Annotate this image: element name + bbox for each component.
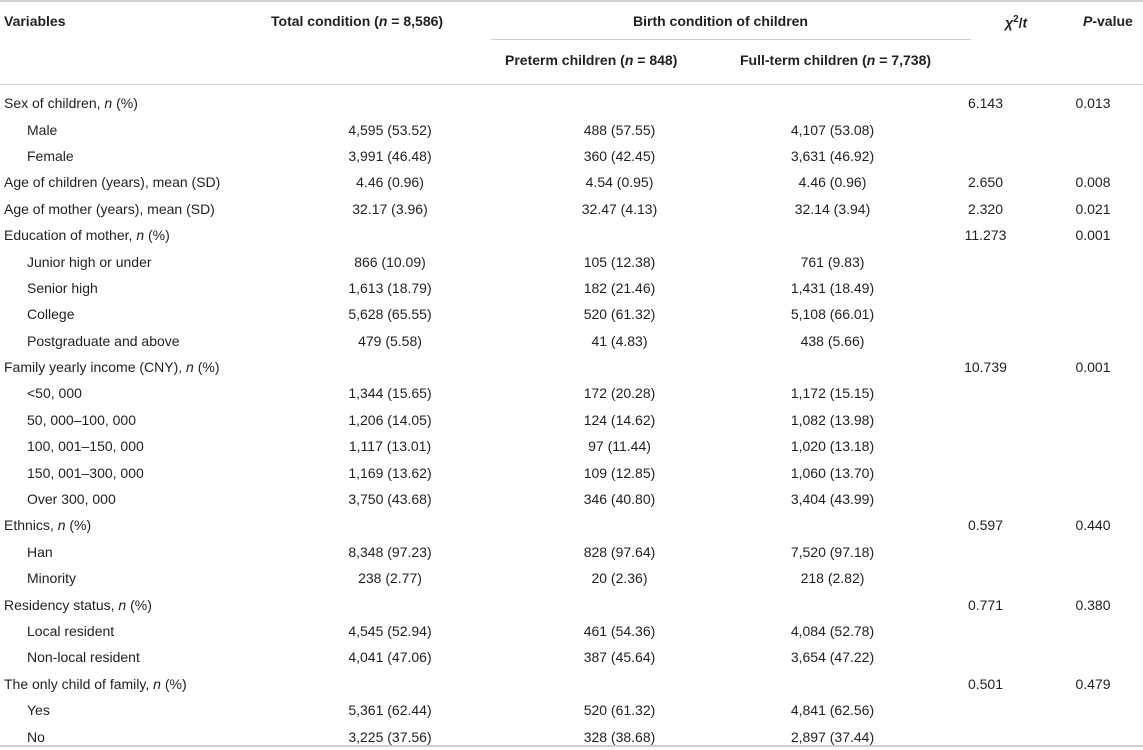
row-label: Education of mother, n (%)	[4, 227, 170, 244]
cell-stat	[932, 565, 1039, 591]
cell-preterm	[506, 671, 733, 697]
cell-stat	[932, 407, 1039, 433]
row-label: 50, 000–100, 000	[27, 411, 136, 428]
table-row	[0, 486, 1143, 512]
cell-pvalue	[1039, 433, 1143, 459]
cell-pvalue	[1039, 248, 1143, 274]
cell-total: 8,348 (97.23)	[348, 543, 432, 560]
cell-pvalue: 0.001	[1075, 359, 1111, 376]
row-label: Male	[27, 121, 58, 138]
cell-total: 5,628 (65.55)	[348, 306, 432, 323]
row-label: 100, 001–150, 000	[27, 438, 144, 455]
table-row	[0, 380, 1143, 406]
cell-preterm: 109 (12.85)	[583, 464, 656, 481]
cell-stat: 0.771	[967, 596, 1004, 613]
cell-fullterm: 2,897 (37.44)	[790, 728, 875, 745]
table-row	[0, 143, 1143, 169]
cell-stat	[932, 328, 1039, 354]
row-label: Age of mother (years), mean (SD)	[4, 200, 215, 217]
cell-pvalue	[1039, 539, 1143, 565]
cell-stat: 2.320	[967, 200, 1004, 217]
header-total: Total condition (n = 8,586)	[271, 13, 444, 29]
cell-stat	[932, 644, 1039, 670]
cell-stat: 6.143	[967, 95, 1004, 112]
row-label: Han	[27, 543, 53, 560]
cell-stat	[932, 459, 1039, 485]
cell-pvalue	[1039, 697, 1143, 723]
row-label: Senior high	[27, 279, 98, 296]
cell-fullterm: 3,631 (46.92)	[790, 147, 875, 164]
table-row	[0, 248, 1143, 274]
cell-fullterm: 1,060 (13.70)	[790, 464, 875, 481]
cell-preterm	[506, 222, 733, 248]
cell-total	[274, 222, 506, 248]
cell-pvalue	[1039, 486, 1143, 512]
row-label: The only child of family, n (%)	[4, 675, 187, 692]
row-label: Ethnics, n (%)	[4, 517, 92, 534]
cell-pvalue	[1039, 380, 1143, 406]
row-label: Family yearly income (CNY), n (%)	[4, 359, 220, 376]
cell-fullterm: 1,020 (13.18)	[790, 438, 875, 455]
table-row	[0, 196, 1143, 222]
cell-pvalue: 0.440	[1075, 517, 1111, 534]
cell-preterm: 461 (54.36)	[583, 623, 656, 639]
table-row	[0, 671, 1143, 697]
cell-preterm: 828 (97.64)	[583, 543, 656, 560]
row-label: Sex of children, n (%)	[4, 95, 138, 112]
table-row	[0, 275, 1143, 301]
row-label: Residency status, n (%)	[4, 596, 152, 613]
cell-preterm	[506, 591, 733, 617]
row-label: Female	[27, 147, 74, 164]
cell-stat	[932, 275, 1039, 301]
cell-total: 4,041 (47.06)	[348, 649, 432, 666]
cell-stat	[932, 539, 1039, 565]
table-row	[0, 433, 1143, 459]
cell-stat: 0.597	[967, 517, 1004, 534]
cell-fullterm	[733, 591, 932, 617]
table-row	[0, 90, 1143, 116]
row-label: 150, 001–300, 000	[27, 464, 144, 481]
cell-fullterm: 438 (5.66)	[800, 332, 865, 349]
cell-fullterm: 5,108 (66.01)	[790, 306, 875, 323]
cell-preterm: 97 (11.44)	[588, 438, 651, 455]
cell-fullterm: 32.14 (3.94)	[794, 200, 871, 217]
cell-fullterm: 1,172 (15.15)	[790, 385, 875, 402]
cell-fullterm: 3,404 (43.99)	[790, 491, 875, 508]
cell-fullterm: 3,654 (47.22)	[790, 649, 875, 666]
cell-pvalue	[1039, 328, 1143, 354]
table-row	[0, 354, 1143, 380]
header-preterm: Preterm children (n = 848)	[505, 52, 678, 68]
cell-total: 479 (5.58)	[358, 332, 422, 349]
cell-total: 3,225 (37.56)	[348, 728, 432, 745]
cell-total	[274, 591, 506, 617]
table-row	[0, 539, 1143, 565]
cell-stat	[932, 116, 1039, 142]
cell-pvalue	[1039, 565, 1143, 591]
cell-pvalue: 0.380	[1075, 596, 1111, 613]
header-stat: $\chi^2/t$	[1005, 14, 1028, 31]
table-row	[0, 459, 1143, 485]
cell-fullterm: 4,107 (53.08)	[790, 121, 875, 138]
cell-preterm	[506, 90, 733, 116]
cell-stat	[932, 143, 1039, 169]
cell-total: 1,169 (13.62)	[348, 464, 432, 481]
cell-pvalue	[1039, 116, 1143, 142]
table-row	[0, 644, 1143, 670]
header-variables: Variables	[4, 13, 66, 29]
table-body	[0, 90, 1143, 750]
cell-total: 3,750 (43.68)	[348, 491, 432, 508]
cell-total: 1,117 (13.01)	[348, 438, 432, 455]
cell-total: 4,595 (53.52)	[348, 121, 432, 138]
cell-preterm: 360 (42.45)	[583, 147, 656, 164]
row-label: No	[27, 728, 45, 745]
cell-pvalue: 0.021	[1075, 200, 1111, 217]
row-label: Local resident	[27, 623, 115, 639]
table-row	[0, 591, 1143, 617]
cell-fullterm: 7,520 (97.18)	[790, 543, 875, 560]
header-pvalue: P-value	[1083, 13, 1133, 29]
cell-stat	[932, 433, 1039, 459]
row-label: College	[27, 306, 75, 323]
cell-preterm	[506, 354, 733, 380]
row-label: Postgraduate and above	[27, 332, 180, 349]
cell-stat: 10.739	[964, 359, 1007, 376]
cell-pvalue: 0.013	[1075, 95, 1111, 112]
cell-preterm: 520 (61.32)	[583, 702, 656, 719]
cell-stat	[932, 486, 1039, 512]
cell-pvalue	[1039, 275, 1143, 301]
cell-pvalue: 0.479	[1075, 675, 1111, 692]
cell-total: 3,991 (46.48)	[348, 147, 432, 164]
cell-stat: 11.273	[964, 227, 1007, 244]
header-fullterm: Full-term children (n = 7,738)	[740, 52, 932, 68]
cell-pvalue	[1039, 143, 1143, 169]
cell-stat: 0.501	[967, 675, 1004, 692]
cell-stat	[932, 248, 1039, 274]
cell-fullterm: 1,431 (18.49)	[790, 279, 875, 296]
table-row	[0, 169, 1143, 195]
row-label: Age of children (years), mean (SD)	[4, 174, 221, 191]
cell-stat: 2.650	[967, 174, 1004, 191]
cell-total	[274, 512, 506, 538]
table-row	[0, 407, 1143, 433]
table-row	[0, 512, 1143, 538]
cell-total: 1,344 (15.65)	[348, 385, 432, 402]
top-rule	[0, 0, 1143, 2]
cell-stat	[932, 618, 1039, 644]
cell-fullterm: 761 (9.83)	[800, 253, 865, 270]
cell-total	[274, 90, 506, 116]
row-label: Over 300, 000	[27, 491, 116, 508]
table-row	[0, 618, 1143, 644]
cell-preterm: 124 (14.62)	[583, 411, 656, 428]
cell-stat	[932, 301, 1039, 327]
table-row	[0, 116, 1143, 142]
cell-fullterm: 218 (2.82)	[800, 570, 865, 587]
cell-preterm: 105 (12.38)	[583, 253, 656, 270]
cell-fullterm: 4,841 (62.56)	[790, 702, 875, 719]
cell-fullterm: 4.46 (0.96)	[798, 174, 867, 191]
cell-total	[274, 671, 506, 697]
cell-pvalue	[1039, 618, 1143, 644]
cell-total: 238 (2.77)	[358, 570, 422, 587]
header-birth-condition: Birth condition of children	[633, 13, 808, 29]
cell-preterm: 32.47 (4.13)	[581, 200, 658, 217]
table-row	[0, 222, 1143, 248]
cell-fullterm: 1,082 (13.98)	[790, 411, 875, 428]
cell-fullterm	[733, 354, 932, 380]
row-label: Junior high or under	[27, 253, 152, 270]
cell-total	[274, 354, 506, 380]
cell-total: 1,206 (14.05)	[348, 411, 432, 428]
cell-pvalue	[1039, 301, 1143, 327]
cell-preterm: 520 (61.32)	[583, 306, 656, 323]
cell-total: 1,613 (18.79)	[348, 279, 432, 296]
cell-preterm: 172 (20.28)	[583, 385, 656, 402]
table-row	[0, 328, 1143, 354]
bottom-rule	[0, 745, 1143, 747]
cell-preterm: 328 (38.68)	[583, 728, 656, 745]
table-row	[0, 565, 1143, 591]
cell-total: 32.17 (3.96)	[352, 200, 428, 217]
cell-total: 4.46 (0.96)	[356, 174, 424, 191]
row-label: Minority	[27, 570, 77, 587]
cell-preterm	[506, 512, 733, 538]
cell-preterm: 488 (57.55)	[583, 121, 656, 138]
cell-preterm: 346 (40.80)	[583, 491, 656, 508]
cell-preterm: 4.54 (0.95)	[585, 174, 654, 191]
cell-fullterm: 4,084 (52.78)	[790, 623, 875, 639]
row-label: Yes	[27, 702, 50, 719]
cell-pvalue: 0.001	[1075, 227, 1111, 244]
cell-fullterm	[733, 512, 932, 538]
group-rule	[491, 39, 971, 40]
row-label: <50, 000	[27, 385, 82, 402]
header-rule	[0, 84, 1143, 85]
cell-pvalue: 0.008	[1075, 174, 1111, 191]
cell-total: 5,361 (62.44)	[348, 702, 432, 719]
cell-pvalue	[1039, 407, 1143, 433]
cell-stat	[932, 697, 1039, 723]
cell-total: 866 (10.09)	[354, 253, 426, 270]
cell-total: 4,545 (52.94)	[348, 623, 432, 639]
table-row	[0, 697, 1143, 723]
cell-fullterm	[733, 671, 932, 697]
cell-pvalue	[1039, 644, 1143, 670]
cell-fullterm	[733, 222, 932, 248]
table-row	[0, 301, 1143, 327]
row-label: Non-local resident	[27, 649, 140, 666]
cell-preterm: 182 (21.46)	[583, 279, 656, 296]
cell-preterm: 20 (2.36)	[591, 570, 648, 587]
cell-fullterm	[733, 90, 932, 116]
cell-preterm: 387 (45.64)	[583, 649, 656, 666]
cell-stat	[932, 380, 1039, 406]
cell-pvalue	[1039, 459, 1143, 485]
cell-preterm: 41 (4.83)	[591, 332, 648, 349]
